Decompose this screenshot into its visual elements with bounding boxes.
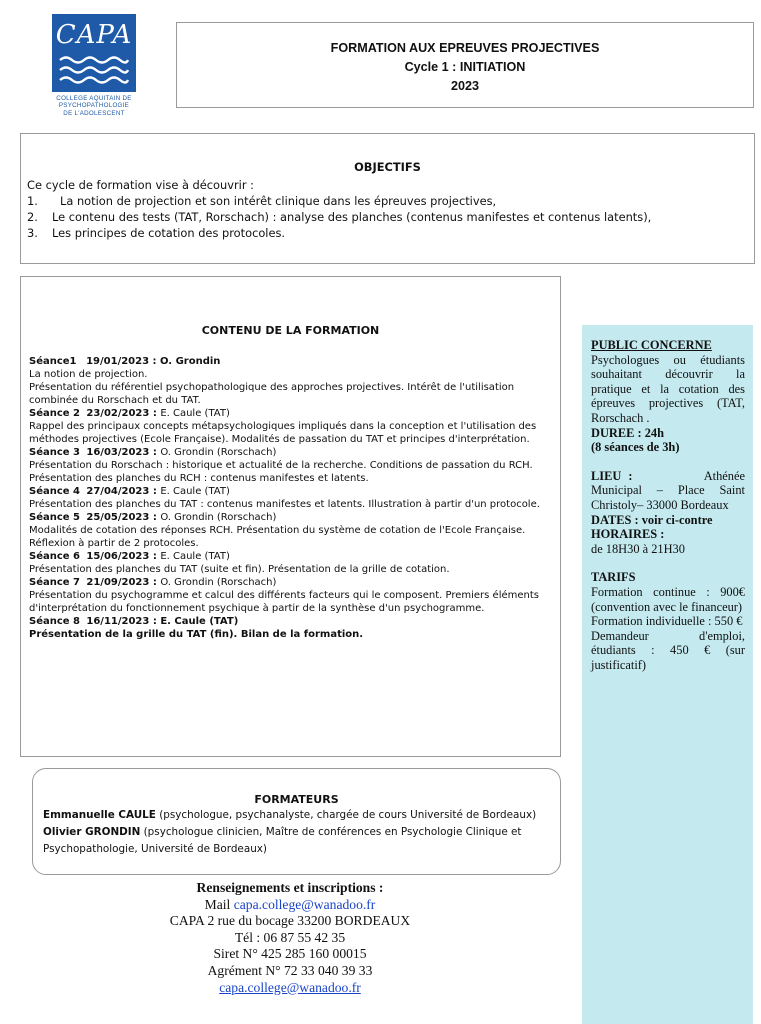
session-8: Séance 8 16/11/2023 : E. Caule (TAT) Présentation de la grille du TAT (fin). Bilan de la formation. [29,616,364,640]
logo-emblem [52,14,136,92]
contenu-section [20,276,561,757]
objectifs-section [20,133,755,264]
objectif-item: 1. La notion de projection et son intérêt clinique dans les épreuves projectives, [27,194,497,208]
contact-section [60,880,520,996]
capa-logo [52,14,136,118]
session-2: Séance 2 23/02/2023 : E. Caule (TAT) Rappel des principaux concepts métapsychologiques impliqués dans la conception et l'utilisation des méthodes projectives (Ecole Française). Modalités de passation du TAT et principes d'interprétation. [29,408,537,445]
contact-agrement: Agrément N° 72 33 040 39 33 [207,962,373,978]
horaires-text: de 18H30 à 21H30 [591,541,685,556]
waves-icon [58,54,130,86]
logo-caption: COLLEGE AQUITAIN DE PSYCHOPATHOLOGIE DE L'ADOLESCENT [56,95,132,117]
public-text: Psychologues ou étudiants souhaitant découvrir la pratique et la cotation des épreuves projectives (TAT, Rorschach . [591,352,745,425]
session-6: Séance 6 15/06/2023 : E. Caule (TAT) Présentation des planches du TAT (suite et fin). Présentation de la grille de cotation. [29,551,450,575]
session-4: Séance 4 27/04/2023 : E. Caule (TAT) Présentation des planches du TAT : contenus manifestes et latents. Illustration à partir d'un protocole. [29,486,540,510]
session-3: Séance 3 16/03/2023 : O. Grondin (Rorschach) Présentation du Rorschach : historique et actualité de la recherche. Conditions de passation du RCH. Présentation des planches du RCH : contenus manifestes et latents. [29,447,533,484]
horaires: HORAIRES : [591,527,665,542]
duree: DUREE : 24h [591,425,664,440]
title-line-1: FORMATION AUX EPREUVES PROJECTIVES [330,41,600,55]
tarif-demandeur: Demandeur d'emploi, étudiants : 450 € (sur justificatif) [591,628,745,672]
objectif-item: 2. Le contenu des tests (TAT, Rorschach) : analyse des planches (contenus manifestes et contenus latents), [27,210,652,224]
formateurs-section [32,768,561,875]
logo-text: CAPA [55,20,133,50]
email-link[interactable]: capa.college@wanadoo.fr [219,979,361,995]
contact-address: CAPA 2 rue du bocage 33200 BORDEAUX [169,913,411,929]
contact-heading: Renseignements et inscriptions : [196,880,384,895]
objectif-item: 3. Les principes de cotation des protocoles. [27,226,286,240]
contenu-heading: CONTENU DE LA FORMATION [201,324,380,337]
formateur-caule: Emmanuelle CAULE (psychologue, psychanalyste, chargée de cours Université de Bordeaux) [43,809,537,821]
contact-mail: Mail capa.college@wanadoo.fr [204,896,376,912]
objectifs-intro: Ce cycle de formation vise à découvrir : [27,178,254,192]
session-7: Séance 7 21/09/2023 : O. Grondin (Rorschach) Présentation du psychogramme et calcul des différents facteurs qui le composent. Premiers éléments d'interprétation du fonctionnement psychique à partir de la synthèse d'un psychogramme. [29,577,539,614]
lieu: LIEU : Athénée Municipal – Place Saint Christoly– 33000 Bordeaux [591,468,745,512]
tarif-continue: Formation continue : 900€ (convention avec le financeur) [591,584,745,614]
mail-address[interactable]: capa.college@wanadoo.fr [233,896,376,912]
contact-siret: Siret N° 425 285 160 00015 [213,946,367,962]
seances: (8 séances de 3h) [591,440,680,455]
session-1: Séance1 19/01/2023 : O. Grondin La notion de projection. Présentation du référentiel psychopathologique des approches projectives. Intérêt de l'utilisation combinée du Rorschach et du TAT. [29,356,515,406]
title-line-2: Cycle 1 : INITIATION [404,60,526,74]
title-line-3: 2023 [450,79,480,93]
info-side-panel [582,325,753,1024]
dates: DATES : voir ci-contre [591,512,713,527]
tarif-individuelle: Formation individuelle : 550 € [591,614,743,629]
formateurs-heading: FORMATEURS [254,793,339,806]
session-5: Séance 5 25/05/2023 : O. Grondin (Rorschach) Modalités de cotation des réponses RCH. Présentation du système de cotation de l'Ecole Française. Réflexion à partir de 2 protocoles. [29,512,526,549]
title-box [176,22,754,108]
objectifs-heading: OBJECTIFS [354,160,421,174]
public-heading: PUBLIC CONCERNE [591,338,712,352]
formateur-grondin: Olivier GRONDIN (psychologue clinicien, Maître de conférences en Psychologie Clinique et Psychopathologie, Université de Bordeaux) [43,826,522,855]
contact-tel: Tél : 06 87 55 42 35 [234,929,346,945]
tarifs-heading: TARIFS [591,570,636,585]
